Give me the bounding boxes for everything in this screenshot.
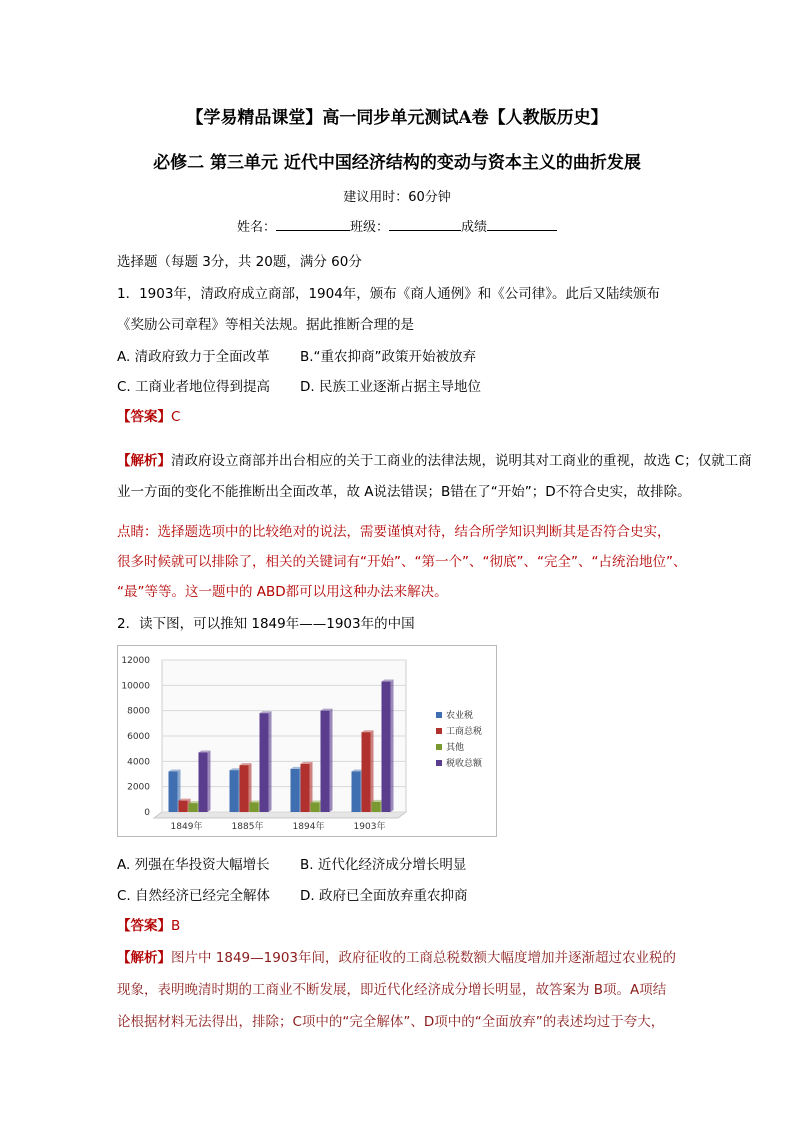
bar-税收总额-1849年 [199,752,208,812]
q1-analysis-text1: 清政府设立商部并出台相应的关于工商业的法律法规，说明其对工商业的重视，故选 C；仅就工商 [171,453,752,469]
y-tick-label: 0 [144,808,150,818]
section-heading: 选择题（每题 3分，共 20题，满分 60分 [117,254,362,270]
q2-analysis-line3: 论根据材料无法得出，排除；C项中的“完全解体”、D项中的“全面放弃”的表述均过于夸大， [117,1014,665,1030]
q1-option-a: A. 清政府致力于全面改革 [117,349,270,365]
q2-option-c: C. 自然经济已经完全解体 [117,888,271,904]
bar-side [208,750,211,812]
bar-税收总额-1885年 [260,713,269,812]
bar-其他-1903年 [372,802,381,812]
q2-analysis-line1 [117,946,676,966]
q2-answer-label: 【答案】 [117,918,171,934]
q2-answer-value: B [171,918,181,934]
name-label: 姓名： [236,220,276,235]
q1-stem-line2: 《奖励公司章程》等相关法规。据此推断合理的是 [117,317,414,333]
q2-analysis-label: 【解析】 [117,950,171,966]
legend-swatch [436,760,442,766]
legend-swatch [436,728,442,734]
bar-工商总税-1894年 [301,764,310,812]
q1-analysis-label: 【解析】 [117,453,171,469]
bar-税收总额-1894年 [321,711,330,812]
q1-tip-line2: 很多时候就可以排除了，相关的关键词有“开始”、“第一个”、“彻底”、“完全”、“占统治地位”、 [117,554,687,570]
bar-农业税-1894年 [291,769,300,812]
score-label: 成绩 [461,220,488,235]
q1-tip-line1: 点睛：选择题选项中的比较绝对的说法，需要谨慎对待，结合所学知识判断其是否符合史实， [117,524,671,540]
y-tick-label: 8000 [127,706,150,717]
q2-stem: 2．读下图，可以推知 1849年——1903年的中国 [117,616,415,632]
tax-bar-chart [117,645,497,837]
bar-其他-1885年 [250,803,259,813]
q1-option-c: C. 工商业者地位得到提高 [117,379,271,395]
score-blank[interactable] [487,216,557,231]
x-tick-label: 1903年 [353,822,386,832]
bar-side [391,680,394,812]
x-tick-label: 1894年 [292,822,325,832]
y-tick-label: 10000 [121,681,150,692]
q2-option-a: A. 列强在华投资大幅增长 [117,857,270,873]
y-tick-label: 12000 [121,656,150,666]
bar-农业税-1885年 [230,770,239,812]
y-tick-label: 2000 [127,782,150,793]
legend-label: 工商总税 [446,727,483,737]
y-tick-label: 4000 [127,757,150,768]
bar-side [371,730,374,812]
legend-swatch [436,712,442,718]
bar-其他-1849年 [189,803,198,812]
q2-analysis-line2: 现象，表明晚清时期的工商业不断发展，即近代化经济成分增长明显，故答案为 B项。A项结 [117,982,667,998]
class-blank[interactable] [389,216,461,231]
bar-其他-1894年 [311,803,320,813]
q1-option-d: D. 民族工业逐渐占据主导地位 [300,379,481,395]
legend-label: 农业税 [446,711,474,721]
page-title: 【学易精品课堂】高一同步单元测试A卷【人教版历史】 [186,108,608,128]
q1-answer-value: C [171,409,181,425]
bar-农业税-1849年 [169,771,178,812]
page-subtitle: 必修二 第三单元 近代中国经济结构的变动与资本主义的曲折发展 [153,153,641,173]
q1-tip-line3: “最”等等。这一题中的 ABD都可以用这种办法来解决。 [117,584,448,600]
q1-analysis-line1 [117,449,752,469]
name-blank[interactable] [276,216,350,231]
q2-analysis-text1: 图片中 1849—1903年间，政府征收的工商总税数额大幅度增加并逐渐超过农业税的 [171,950,677,966]
bar-税收总额-1903年 [382,682,391,812]
class-label: 班级： [349,220,389,235]
q1-answer-label: 【答案】 [117,409,171,425]
chart-floor [154,812,406,818]
legend-label: 其他 [446,743,465,753]
suggested-time: 建议用时：60分钟 [343,190,451,205]
y-tick-label: 6000 [127,732,150,742]
bar-工商总税-1885年 [240,765,249,812]
legend-label: 税收总额 [446,759,483,769]
q2-answer [117,914,180,934]
tax-bar-chart-svg [118,646,496,836]
bar-工商总税-1903年 [362,732,371,812]
q2-option-b: B. 近代化经济成分增长明显 [300,857,467,873]
bar-工商总税-1849年 [179,801,188,812]
x-tick-label: 1849年 [170,822,203,832]
legend-swatch [436,744,442,750]
q1-option-b: B.“重农抑商”政策开始被放弃 [300,349,477,365]
bar-农业税-1903年 [352,771,361,812]
student-info-row [0,216,794,235]
x-tick-label: 1885年 [231,822,264,832]
q2-option-d: D. 政府已全面放弃重农抑商 [300,888,468,904]
bar-side [269,711,272,812]
bar-side [330,709,333,812]
q1-stem-line1: 1．1903年，清政府成立商部，1904年，颁布《商人通例》和《公司律》。此后又陆续颁布 [117,286,661,302]
q1-answer [117,405,180,425]
q1-analysis-line2: 业一方面的变化不能推断出全面改革，故 A说法错误；B错在了“开始”；D不符合史实，故排除。 [117,484,691,500]
